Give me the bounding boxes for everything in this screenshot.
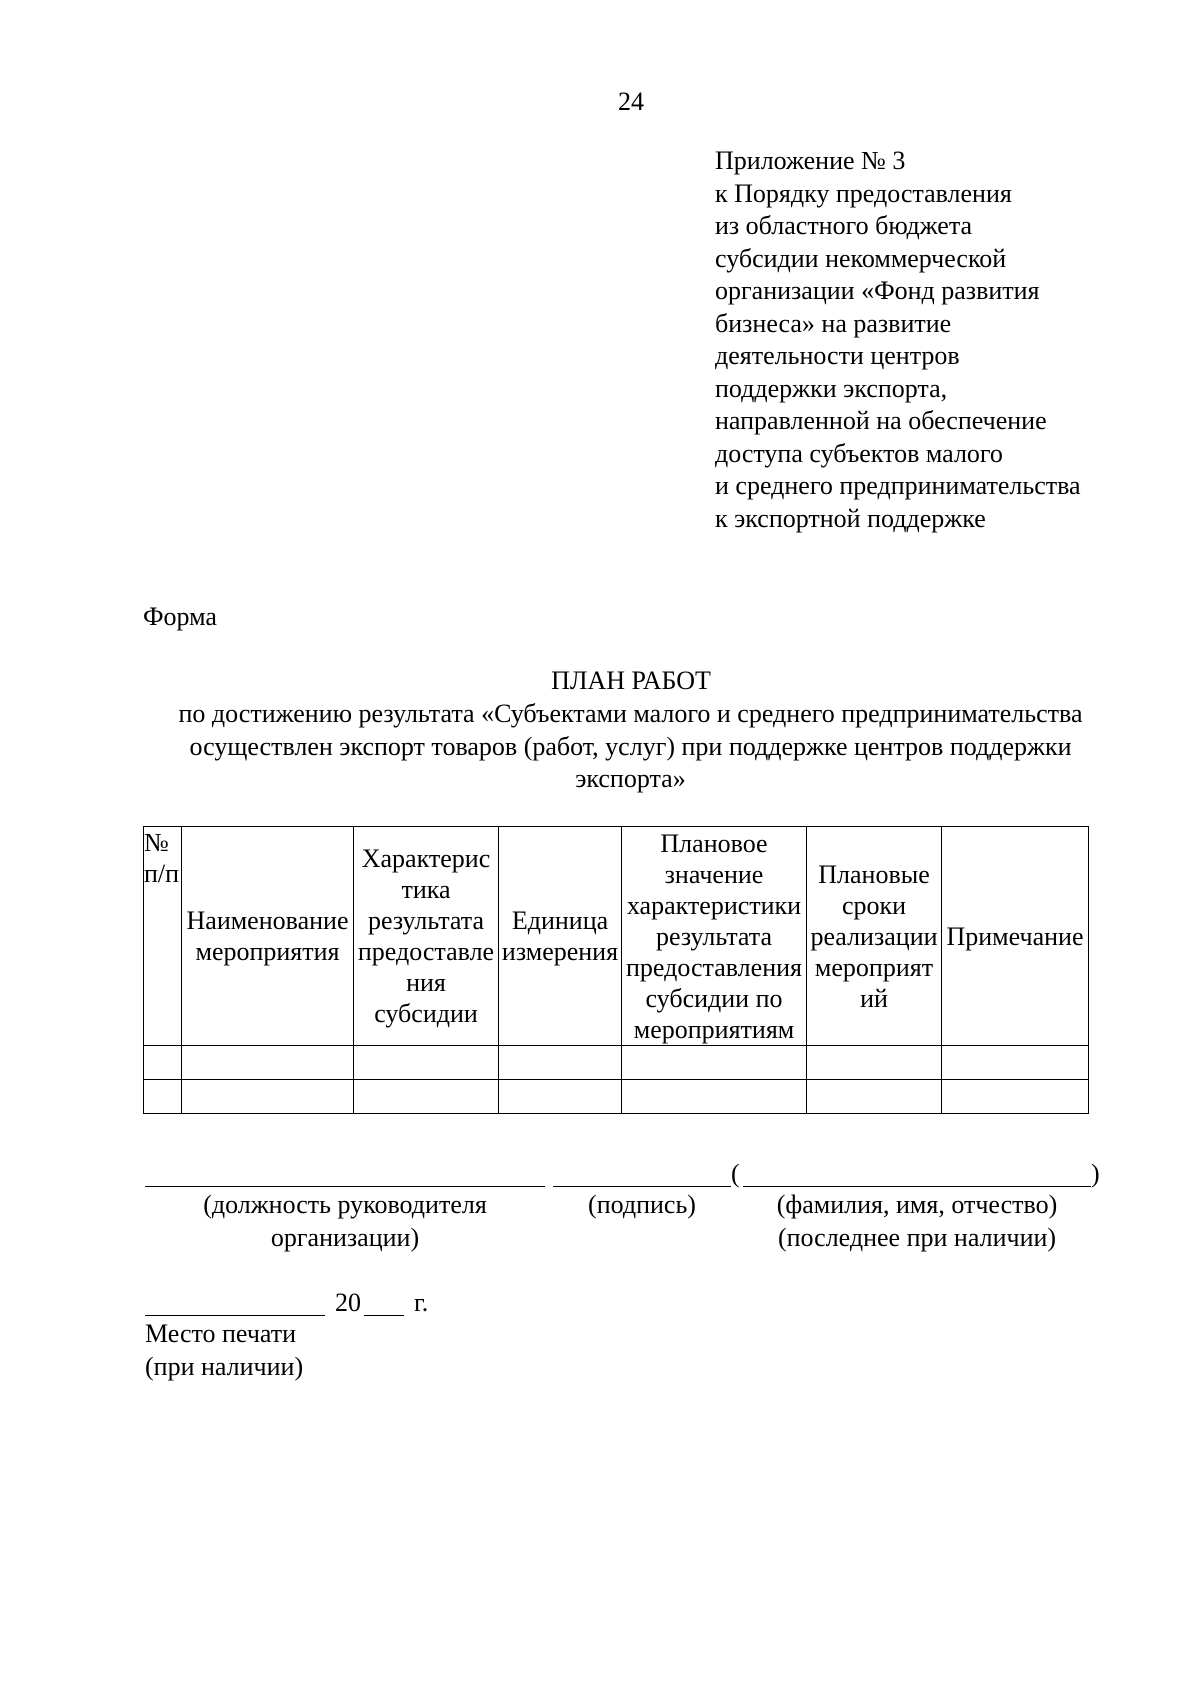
appendix-line: к экспортной поддержке bbox=[715, 503, 986, 533]
appendix-line: к Порядку предоставления bbox=[715, 178, 1012, 208]
table-cell[interactable] bbox=[144, 1046, 182, 1080]
date-year-prefix: 20 bbox=[335, 1288, 361, 1317]
date-day-month-line[interactable] bbox=[145, 1315, 325, 1316]
name-caption: (фамилия, имя, отчество) (последнее при наличии) bbox=[776, 1190, 1058, 1252]
header-result-characteristic: Характерис тика результата предоставле ния субсидии bbox=[354, 827, 499, 1046]
table-cell[interactable] bbox=[354, 1080, 499, 1114]
appendix-line: доступа субъектов малого bbox=[715, 438, 1003, 468]
table-cell[interactable] bbox=[622, 1046, 807, 1080]
header-number: № п/п bbox=[144, 827, 182, 1046]
subtitle-line: экспорта» bbox=[575, 764, 686, 793]
appendix-line: деятельности центров bbox=[715, 341, 960, 370]
table-cell[interactable] bbox=[499, 1046, 622, 1080]
table-cell[interactable] bbox=[942, 1080, 1089, 1114]
name-open-paren: ( bbox=[731, 1159, 740, 1188]
header-note: Примечание bbox=[942, 827, 1089, 1046]
table-header-row bbox=[144, 827, 1089, 1046]
page-number: 24 bbox=[618, 87, 644, 116]
appendix-line: Приложение № 3 bbox=[715, 146, 906, 175]
table-cell[interactable] bbox=[499, 1080, 622, 1114]
document-title: ПЛАН РАБОТ bbox=[551, 666, 711, 695]
date-year-line[interactable] bbox=[364, 1315, 404, 1316]
table-cell[interactable] bbox=[942, 1046, 1089, 1080]
form-label: Форма bbox=[143, 602, 217, 631]
table-cell[interactable] bbox=[807, 1080, 942, 1114]
table-row bbox=[144, 1080, 1089, 1114]
table-cell[interactable] bbox=[182, 1080, 354, 1114]
date-year-suffix: г. bbox=[414, 1288, 429, 1317]
appendix-line: организации «Фонд развития bbox=[715, 276, 1040, 305]
position-line[interactable] bbox=[145, 1186, 545, 1187]
stamp-place: Место печати (при наличии) bbox=[145, 1319, 304, 1381]
table-cell[interactable] bbox=[807, 1046, 942, 1080]
name-close-paren: ) bbox=[1091, 1159, 1100, 1188]
header-planned-value: Плановое значение характеристики результата предоставления субсидии по мероприятиям bbox=[622, 827, 807, 1046]
appendix-line: и среднего предпринимательства bbox=[715, 471, 1081, 500]
document-subtitle bbox=[143, 698, 1118, 796]
appendix-line: поддержки экспорта, bbox=[715, 373, 948, 403]
position-caption: (должность руководителя организации) bbox=[203, 1190, 487, 1252]
table-cell[interactable] bbox=[354, 1046, 499, 1080]
table-cell[interactable] bbox=[182, 1046, 354, 1080]
signature-line[interactable] bbox=[553, 1186, 731, 1187]
appendix-header bbox=[715, 145, 1185, 535]
signature-caption: (подпись) bbox=[588, 1190, 696, 1219]
appendix-line: субсидии некоммерческой bbox=[715, 243, 1007, 273]
header-event-name: Наименование мероприятия bbox=[182, 827, 354, 1046]
table-row bbox=[144, 1046, 1089, 1080]
table-cell[interactable] bbox=[144, 1080, 182, 1114]
subtitle-line: осуществлен экспорт товаров (работ, услуг) при поддержке центров поддержки bbox=[189, 731, 1072, 761]
header-unit: Единица измерения bbox=[499, 827, 622, 1046]
subtitle-line: по достижению результата «Субъектами малого и среднего предпринимательства bbox=[178, 699, 1083, 728]
appendix-line: бизнеса» на развитие bbox=[715, 308, 952, 338]
appendix-line: направленной на обеспечение bbox=[715, 406, 1047, 435]
header-planned-dates: Плановые сроки реализации мероприят ий bbox=[807, 827, 942, 1046]
table-cell[interactable] bbox=[622, 1080, 807, 1114]
work-plan-table bbox=[143, 826, 1089, 1114]
appendix-line: из областного бюджета bbox=[715, 211, 973, 240]
name-line[interactable] bbox=[743, 1186, 1091, 1187]
